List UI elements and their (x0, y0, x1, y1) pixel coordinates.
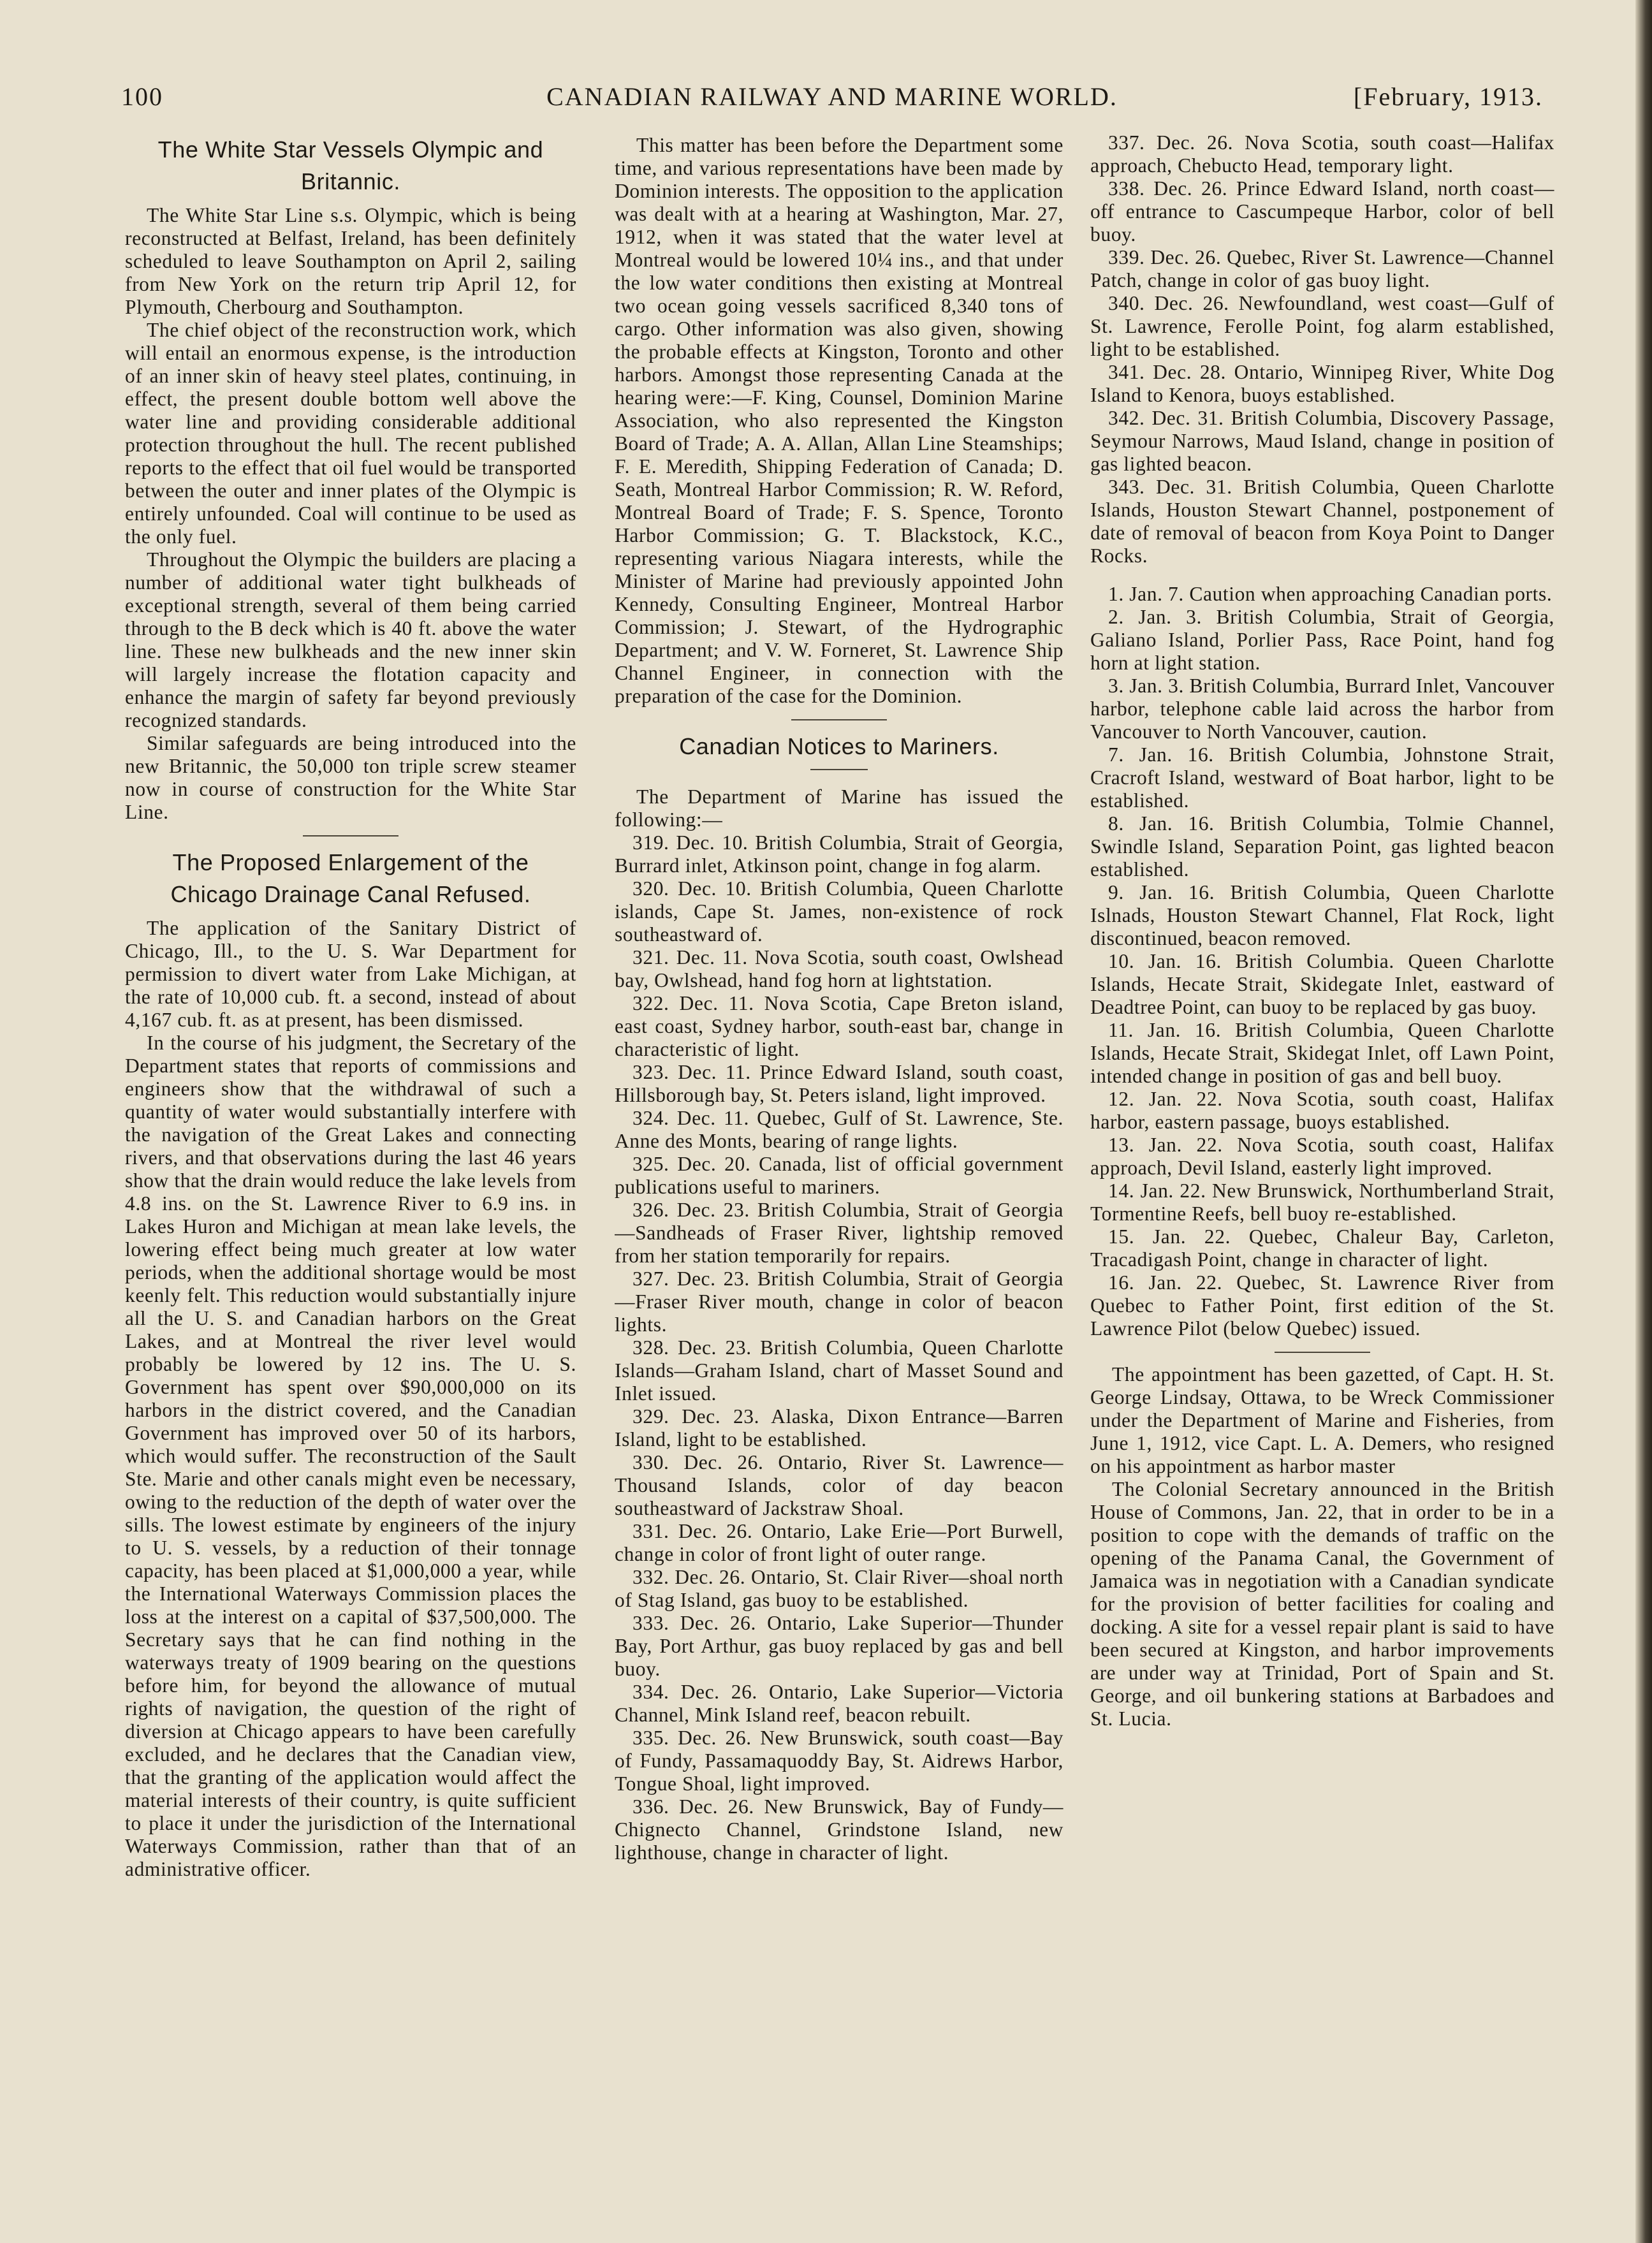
notice-item: 341. Dec. 28. Ontario, Winnipeg River, White Dog Island to Kenora, buoys established. (1090, 361, 1554, 406)
notice-item: 322. Dec. 11. Nova Scotia, Cape Breton island, east coast, Sydney harbor, south-east bar, change in characteristic of light. (615, 992, 1064, 1060)
notice-item: 343. Dec. 31. British Columbia, Queen Charlotte Islands, Houston Stewart Channel, postponement of date of removal of beacon from Koya Point to Danger Rocks. (1090, 476, 1554, 567)
notice-item: 7. Jan. 16. British Columbia, Johnstone Strait, Cracroft Island, westward of Boat harbor, light to be established. (1090, 743, 1554, 812)
notice-item: 330. Dec. 26. Ontario, River St. Lawrence—Thousand Islands, color of day beacon southeastward of Jackstraw Shoal. (615, 1451, 1064, 1519)
notice-item: 326. Dec. 23. British Columbia, Strait of Georgia—Sandheads of Fraser River, lightship removed from her station temporarily for repairs. (615, 1199, 1064, 1267)
notice-item: 342. Dec. 31. British Columbia, Discovery Passage, Seymour Narrows, Maud Island, change in position of gas lighted beacon. (1090, 407, 1554, 475)
notice-item: 1. Jan. 7. Caution when approaching Canadian ports. (1108, 583, 1553, 605)
article-paragraph: The Colonial Secretary announced in the British House of Commons, Jan. 22, that in order to be in a position to cope with the demands of traffic on the opening of the Panama Canal, the Government of Jamaica was in negotiation with a Canadian syndicate for the provision of better facilities for coaling and docking. A site for a vessel repair plant is said to have been secured at Kingston, and harbor improvements are under way at Trinidad, Port of Spain and St. George, and oil bunkering stations at Barbadoes and St. Lucia. (1090, 1478, 1554, 1730)
heading-underline (810, 769, 868, 770)
notice-item: 331. Dec. 26. Ontario, Lake Erie—Port Burwell, change in color of front light of outer range. (615, 1520, 1064, 1565)
notice-item: 319. Dec. 10. British Columbia, Strait of Georgia, Burrard inlet, Atkinson point, change in fog alarm. (615, 831, 1064, 877)
section-divider (791, 719, 887, 720)
notice-item: 10. Jan. 16. British Columbia. Queen Charlotte Islands, Hecate Strait, Skidegate Inlet, eastward of Deadtree Point, can buoy to be replaced by gas buoy. (1090, 950, 1554, 1018)
notice-item: 339. Dec. 26. Quebec, River St. Lawrence—Channel Patch, change in color of gas buoy light. (1090, 246, 1554, 291)
notice-item: 8. Jan. 16. British Columbia, Tolmie Channel, Swindle Island, Separation Point, gas lighted beacon established. (1090, 812, 1554, 880)
notice-item: 11. Jan. 16. British Columbia, Queen Charlotte Islands, Hecate Strait, Skidegat Inlet, off Lawn Point, intended change in position of gas and bell buoy. (1090, 1019, 1554, 1087)
article-paragraph: The appointment has been gazetted, of Capt. H. St. George Lindsay, Ottawa, to be Wreck Commissioner under the Department of Marine and Fisheries, from June 1, 1912, vice Capt. L. A. Demers, who resigned on his appointment as harbor master (1090, 1363, 1554, 1477)
notice-item: 324. Dec. 11. Quebec, Gulf of St. Lawrence, Ste. Anne des Monts, bearing of range lights. (615, 1107, 1064, 1152)
column-1 (125, 134, 576, 2174)
notices-intro: The Department of Marine has issued the following:— (615, 785, 1064, 831)
notice-item: 3. Jan. 3. British Columbia, Burrard Inlet, Vancouver harbor, telephone cable laid across the harbor from Vancouver to North Vancouver, caution. (1090, 675, 1554, 743)
section-divider (1275, 1352, 1370, 1353)
spacer (1090, 567, 1554, 583)
article-paragraph: The White Star Line s.s. Olympic, which is being reconstructed at Belfast, Ireland, has been definitely scheduled to leave Southampton on April 2, sailing from New York on the return trip April 12, for Plymouth, Cherbourg and Southampton. (125, 204, 576, 318)
notice-item: 320. Dec. 10. British Columbia, Queen Charlotte islands, Cape St. James, non-existence of rock southeastward of. (615, 877, 1064, 946)
notice-item: 328. Dec. 23. British Columbia, Queen Charlotte Islands—Graham Island, chart of Masset Sound and Inlet issued. (615, 1336, 1064, 1405)
notice-item: 337. Dec. 26. Nova Scotia, south coast—Halifax approach, Chebucto Head, temporary light. (1090, 131, 1554, 177)
page-header (121, 75, 1543, 113)
notice-item: 329. Dec. 23. Alaska, Dixon Entrance—Barren Island, light to be established. (615, 1405, 1064, 1450)
article-heading-olympic: The White Star Vessels Olympic and Britannic. (157, 136, 544, 194)
article-paragraph: In the course of his judgment, the Secretary of the Department states that reports of commissions and engineers show that the withdrawal of such a quantity of water would substantially interfere with the navigation of the Great Lakes and connecting rivers, and that observations during the last 46 years show that the drain would reduce the lake levels from 4.8 ins. on the St. Lawrence River to 6.9 ins. in Lakes Huron and Michigan at mean lake levels, the lowering effect being much greater at low water periods, when the additional shortage would be most keenly felt. This reduction would substantially injure all the U. S. and Canadian harbors on the Great Lakes, and at Montreal the river level would probably be lowered by 12 ins. The U. S. Government has spent over $90,000,000 on its harbors in the district covered, and the Canadian Government has improved over 50 of its harbors, which would suffer. The reconstruction of the Sault Ste. Marie and other canals might even be necessary, owing to the reduction of the depth of water over the sills. The lowest estimate by engineers of the injury to U. S. vessels, by a reduction of their tonnage capacity, has been placed at $1,000,000 a year, while the International Waterways Commission places the loss at the interest on a capital of $37,500,000. The Secretary says that he can find nothing in the waterways treaty of 1909 bearing on the questions before him, for beyond the allowance of mutual rights of navigation, the question of the right of diversion at Chicago appears to have been carefully excluded, and he declares that the Canadian view, that the granting of the application would affect the material interests of their country, is quite sufficient to place it under the jurisdiction of the International Waterways Commission, rather than that of an administrative officer. (125, 1032, 576, 1880)
section-divider (303, 835, 398, 837)
journal-title: CANADIAN RAILWAY AND MARINE WORLD. (546, 82, 1118, 111)
article-paragraph: The chief object of the reconstruction work, which will entail an enormous expense, is the introduction of an inner skin of heavy steel plates, continuing, in effect, the present double bottom well above the water line and providing considerable additional protection throughout the hull. The recent published reports to the effect that oil fuel would be transported between the outer and inner plates of the Olympic is entirely unfounded. Coal will continue to be used as the only fuel. (125, 319, 576, 548)
article-paragraph: This matter has been before the Department some time, and various representations have been made by Dominion interests. The opposition to the application was dealt with at a hearing at Washington, Mar. 27, 1912, when it was stated that the water level at Montreal would be lowered 10¼ ins., and that under the low water conditions then existing at Montreal two ocean going vessels sacrificed 8,340 tons of cargo. Other information was also given, showing the probable effects at Kingston, Toronto and other harbors. Amongst those representing Canada at the hearing were:—F. King, Counsel, Dominion Marine Association, who also represented the Kingston Board of Trade; A. A. Allan, Allan Line Steamships; F. E. Meredith, Shipping Federation of Canada; D. Seath, Montreal Harbor Commission; R. W. Reford, Montreal Board of Trade; F. S. Spence, Toronto Harbor Commission; G. T. Blackstock, K.C., representing various Niagara interests, while the Minister of Marine had previously appointed John Kennedy, Consulting Engineer, Montreal Harbor Commission; J. Stewart, of the Hydrographic Department; and V. W. Forneret, St. Lawrence Ship Channel Engineer, in connection with the preparation of the case for the Dominion. (615, 134, 1064, 707)
article-paragraph: Similar safeguards are being introduced into the new Britannic, the 50,000 ton triple screw steamer now in course of construction for the White Star Line. (125, 732, 576, 823)
notice-item: 332. Dec. 26. Ontario, St. Clair River—shoal north of Stag Island, gas buoy to be established. (615, 1566, 1064, 1611)
notice-item: 325. Dec. 20. Canada, list of official government publications useful to mariners. (615, 1153, 1064, 1198)
notice-item: 16. Jan. 22. Quebec, St. Lawrence River from Quebec to Father Point, first edition of the St. Lawrence Pilot (below Quebec) issued. (1090, 1271, 1554, 1340)
page-number: 100 (121, 82, 163, 111)
issue-date: [February, 1913. (1353, 82, 1543, 111)
column-3 (1090, 131, 1554, 2172)
article-heading-notices: Canadian Notices to Mariners. (679, 733, 999, 759)
notice-item: 321. Dec. 11. Nova Scotia, south coast, Owlshead bay, Owlshead, hand fog horn at lightstation. (615, 946, 1064, 991)
column-2 (615, 134, 1064, 2174)
notice-item: 323. Dec. 11. Prince Edward Island, south coast, Hillsborough bay, St. Peters island, light improved. (615, 1061, 1064, 1106)
notice-item: 9. Jan. 16. British Columbia, Queen Charlotte Islnads, Houston Stewart Channel, Flat Rock, light discontinued, beacon removed. (1090, 881, 1554, 949)
page-binding-edge (1635, 0, 1652, 2243)
notice-item: 12. Jan. 22. Nova Scotia, south coast, Halifax harbor, eastern passage, buoys established. (1090, 1088, 1554, 1133)
notice-item: 2. Jan. 3. British Columbia, Strait of Georgia, Galiano Island, Porlier Pass, Race Point, hand fog horn at light station. (1090, 606, 1554, 674)
notice-item: 334. Dec. 26. Ontario, Lake Superior—Victoria Channel, Mink Island reef, beacon rebuilt. (615, 1681, 1064, 1726)
article-paragraph: The application of the Sanitary District of Chicago, Ill., to the U. S. War Department for permission to divert water from Lake Michigan, at the rate of 10,000 cub. ft. a second, instead of about 4,167 cub. ft. as at present, has been dismissed. (125, 917, 576, 1031)
notice-item: 336. Dec. 26. New Brunswick, Bay of Fundy—Chignecto Channel, Grindstone Island, new lighthouse, change in character of light. (615, 1795, 1064, 1864)
notice-item: 15. Jan. 22. Quebec, Chaleur Bay, Carleton, Tracadigash Point, change in character of light. (1090, 1225, 1554, 1271)
notice-item: 340. Dec. 26. Newfoundland, west coast—Gulf of St. Lawrence, Ferolle Point, fog alarm established, light to be established. (1090, 292, 1554, 360)
notice-item: 13. Jan. 22. Nova Scotia, south coast, Halifax approach, Devil Island, easterly light improved. (1090, 1134, 1554, 1179)
notice-item: 14. Jan. 22. New Brunswick, Northumberland Strait, Tormentine Reefs, bell buoy re-established. (1090, 1180, 1554, 1225)
article-paragraph: Throughout the Olympic the builders are placing a number of additional water tight bulkheads of exceptional strength, several of them being carried through to the B deck which is 40 ft. above the water line. These new bulkheads and the new inner skin will largely increase the flotation capacity and enhance the margin of safety far beyond previously recognized standards. (125, 548, 576, 731)
notice-item: 335. Dec. 26. New Brunswick, south coast—Bay of Fundy, Passamaquoddy Bay, St. Aidrews Harbor, Tongue Shoal, light improved. (615, 1727, 1064, 1795)
notice-item: 327. Dec. 23. British Columbia, Strait of Georgia—Fraser River mouth, change in color of beacon lights. (615, 1268, 1064, 1336)
article-heading-chicago: The Proposed Enlargement of the Chicago Drainage Canal Refused. (170, 849, 531, 907)
notice-item: 333. Dec. 26. Ontario, Lake Superior—Thunder Bay, Port Arthur, gas buoy replaced by gas and bell buoy. (615, 1612, 1064, 1680)
notice-item: 338. Dec. 26. Prince Edward Island, north coast—off entrance to Cascumpeque Harbor, color of bell buoy. (1090, 177, 1554, 245)
